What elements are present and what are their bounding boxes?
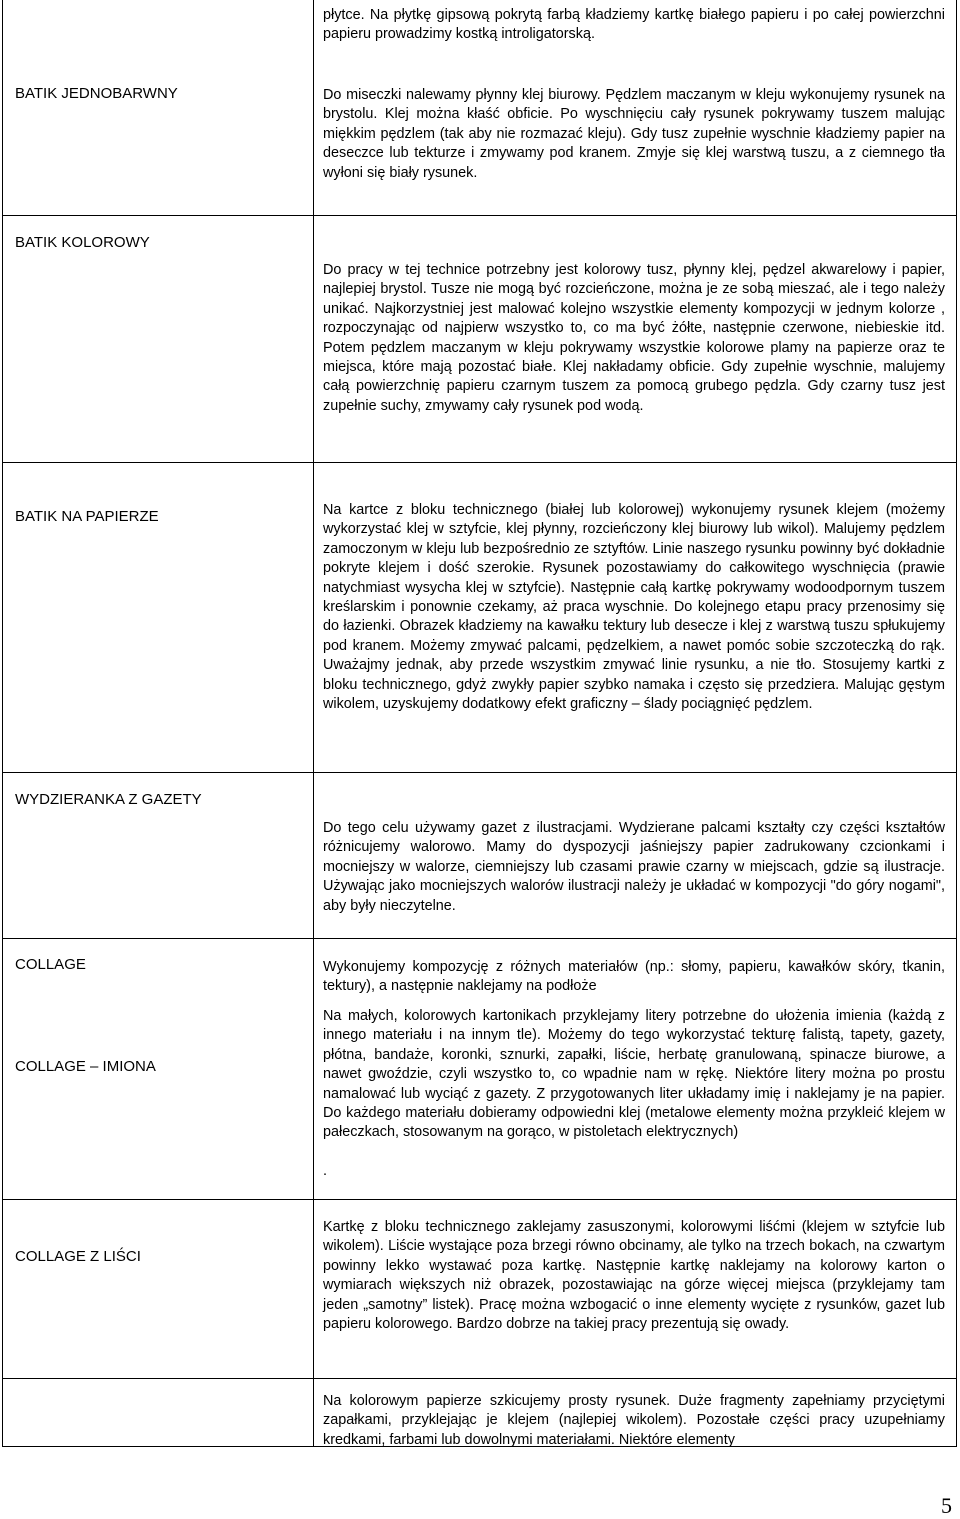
column-divider: [313, 0, 314, 1447]
table-left-border: [2, 0, 3, 1447]
row-divider: [2, 1199, 957, 1200]
row-divider: [2, 938, 957, 939]
technique-name: COLLAGE – IMIONA: [15, 1058, 156, 1075]
technique-name: BATIK JEDNOBARWNY: [15, 85, 178, 102]
technique-description: Wykonujemy kompozycję z różnych materiałów (np.: słomy, papieru, kawałków skóry, tkanin, tektury), a następnie naklejamy na podłoże: [323, 959, 945, 995]
row-divider: [2, 772, 957, 773]
technique-name: COLLAGE: [15, 956, 86, 973]
technique-name: BATIK KOLOROWY: [15, 234, 150, 251]
page-number: 5: [941, 1493, 952, 1518]
technique-description: Na kolorowym papierze szkicujemy prosty rysunek. Duże fragmenty zapełniamy przyciętymi zapałkami, przyklejając je klejem (najlepiej wikolem). Pozostałe części pracy uzupełniamy kredkami, farbami lub dowolnymi materiałami. Niektóre elementy: [323, 1393, 945, 1448]
technique-description: Kartkę z bloku technicznego zaklejamy zasuszonymi, kolorowymi liśćmi (klejem w sztyfcie lub wikolem). Liście wystające poza brzegi równo obcinamy, ale tylko na trzech bokach, na czwartym powinny lekko wystawać poza kartkę. Następnie kartkę naklejamy na kolorowy karton o wymiarach większych niż obrazek, pozostawiając na górze więcej miejsca (przyklejamy tam jeden „samotny” listek). Pracę można wzbogacić o inne elementy wycięte z rysunków, gazet lub papieru kolorowego. Bardzo dobrze na takiej pracy prezentują się owady.: [323, 1219, 945, 1333]
technique-name: BATIK NA PAPIERZE: [15, 508, 159, 525]
technique-name: COLLAGE Z LIŚCI: [15, 1248, 141, 1265]
technique-description: Do tego celu używamy gazet z ilustracjami. Wydzierane palcami kształty czy części kształtów różnicujemy walorowo. Mamy do dyspozycji jaśniejszy papier zadrukowany czcionkami i mocniejszy w walorze, ciemniejszy lub czasami prawie czarny w miejscach, gdzie są ilustracje. Używając jako mocniejszych walorów ilustracji należy je układać w kompozycji "do góry nogami", aby były nieczytelne.: [323, 820, 945, 914]
row-divider: [2, 462, 957, 463]
technique-description: .: [323, 1163, 327, 1179]
technique-name: WYDZIERANKA Z GAZETY: [15, 791, 202, 808]
technique-description: płytce. Na płytkę gipsową pokrytą farbą kładziemy kartkę białego papieru i po całej powierzchni papieru prowadzimy kostką introligatorską.: [323, 7, 945, 43]
technique-description: Do pracy w tej technice potrzebny jest kolorowy tusz, płynny klej, pędzel akwarelowy i papier, najlepiej brystol. Tusze nie mogą być rozcieńczone, można je ze sobą mieszać, ale i tego należy unikać. Najkorzystniej jest malować kolejno wszystkie elementy kompozycji w jednym kolorze , rozpoczynając od najpierw wszystko to, co ma być żółte, następnie czerwone, niebieskie itd. Potem pędzlem maczanym w kleju pokrywamy wszystkie kolorowe plamy na papierze oraz te miejsca, które mają pozostać białe. Klej nakładamy obficie. Gdy zupełnie wyschnie, malujemy całą powierzchnię papieru czarnym tuszem za pomocą grubego pędzla. Gdy czarny tusz jest zupełnie suchy, zmywamy cały rysunek pod wodą.: [323, 262, 945, 414]
row-divider: [2, 1378, 957, 1379]
technique-description: Na małych, kolorowych kartonikach przyklejamy litery potrzebne do ułożenia imienia (każdą z innego materiału i na innym tle). Możemy do tego wykorzystać tekturę falistą, tapety, gazety, płótna, bandaże, koronki, sznurki, zapałki, liście, herbatę granulowaną, spinacze biurowe, a nawet gwoździe, czyli wszystko to, co wpadnie nam w rękę. Niektóre litery można po prostu namalować lub wyciąć z gazety. Z przygotowanych liter układamy imię i naklejamy je na papier. Do każdego materiału dobieramy odpowiedni klej (metalowe elementy można przykleić klejem w pałeczkach, stosowanym na gorąco, w pistoletach elektrycznych): [323, 1008, 945, 1141]
technique-description: Do miseczki nalewamy płynny klej biurowy. Pędzlem maczanym w kleju wykonujemy rysunek na brystolu. Klej można kłaść obficie. Po wyschnięciu cały rysunek pokrywamy tuszem malując miękkim pędzlem (tak aby nie rozmazać kleju). Gdy tusz zupełnie wyschnie kładziemy papier na deseczce lub tekturze i zmywamy pod kranem. Zmyje się klej warstwą tuszu, a z ciemnego tła wyłoni się biały rysunek.: [323, 87, 945, 181]
table-right-border: [956, 0, 957, 1447]
row-divider: [2, 215, 957, 216]
technique-description: Na kartce z bloku technicznego (białej lub kolorowej) wykonujemy rysunek klejem (możemy wykorzystać klej w sztyfcie, klej płynny, rozcieńczony klej biurowy lub wikol). Malujemy pędzlem zamoczonym w kleju lub bezpośrednio ze sztyftów. Linie naszego rysunku powinny być dokładnie pokryte klejem i dość szerokie. Rysunek pozostawiamy do całkowitego wyschnięcia (prawie natychmiast wysycha klej w sztyfcie). Następnie całą kartkę pokrywamy wodoodpornym tuszem kreślarskim i ponownie czekamy, aż praca wyschnie. Do kolejnego etapu pracy przenosimy się do łazienki. Obrazek kładziemy na kawałku tektury lub desecze i klej z warstwą tuszu spłukujemy pod kranem. Możemy zmywać palcami, pędzelkiem, a nawet pomóc sobie szczoteczką do rąk. Uważajmy jednak, aby przede wszystkim zmywać linie rysunku, a nie tło. Stosujemy kartki z bloku technicznego, gdyż zwykły papier szybko namaka i często się przedziera. Malując gęstym wikolem, uzyskujemy dodatkowy efekt graficzny – ślady pociągnięć pędzlem.: [323, 502, 945, 713]
